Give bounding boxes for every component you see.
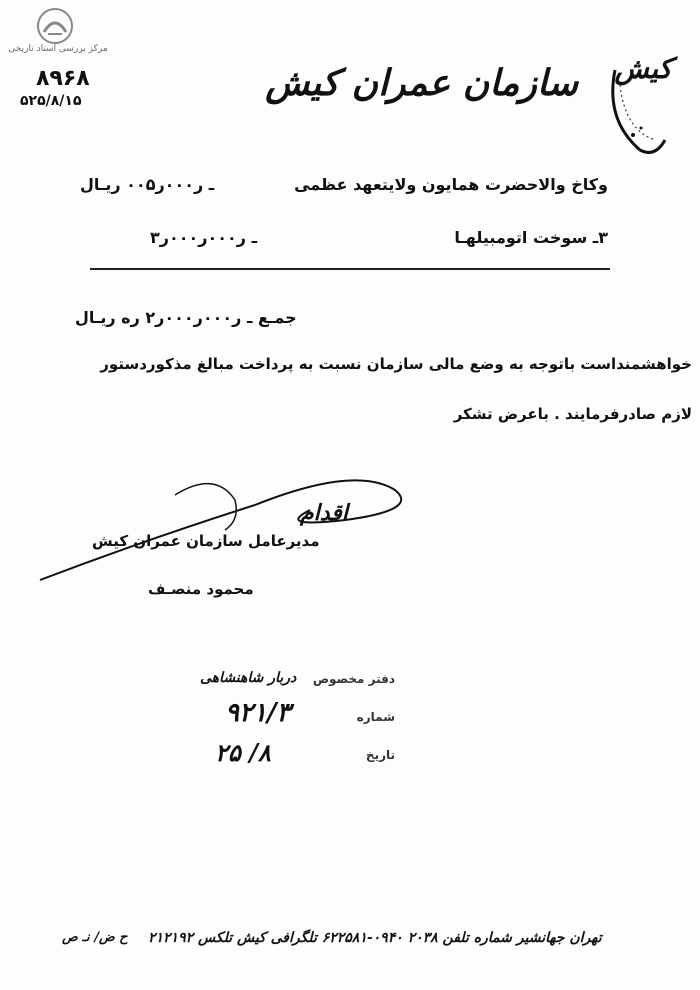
signature-scribble	[25, 450, 425, 590]
sum-rule-line	[90, 268, 610, 270]
archive-logo	[30, 6, 80, 46]
stamp-number-value: ۹۲۱/۳	[225, 698, 291, 728]
handwritten-note: اقدام	[300, 500, 348, 526]
signatory-title: مدیرعامل سازمان عمران کیش	[92, 532, 320, 550]
body-line-1: خواهشمنداست باتوجه به وضع مالی سازمان نسبت به پرداخت مبالغ مذکوردستور	[100, 355, 692, 373]
document-number: ۸۹۶۸	[36, 66, 90, 91]
expense-amount-1: ـ ر۰۰۰ر۰۰۵ ریـال	[80, 175, 215, 194]
stamp-date-value: ۲۵ /۸	[215, 738, 271, 767]
receipt-stamp	[195, 660, 395, 785]
footer-address: تهران جهانشیر شماره تلفن ۲۰۳۸ ۰۹۴۰-۶۲۲۵۸۱ تلگرافی کیش تلکس ۲۱۲۱۹۲	[148, 930, 602, 946]
expense-amount-2: ـ ر۰۰۰ر۰۰۰ر۳	[150, 228, 258, 247]
expense-label-1: وکاخ والاحضرت همایون ولایتعهد عظمی	[294, 175, 608, 194]
archive-watermark-text: مرکز بررسی اسناد تاریخی	[8, 44, 108, 54]
footer-initials: ح ض/ نـ ص	[62, 930, 128, 945]
stamp-date-label: تاریخ	[365, 748, 395, 762]
expense-total: جمـع ـ ر۰۰۰ر۰۰۰ر۲ ره ریـال	[75, 308, 297, 327]
expense-label-2: ۳ـ سوخت اتومبیلهـا	[454, 228, 608, 247]
organization-logo-word: کیش	[614, 52, 672, 85]
stamp-office-label: دفتر مخصوص	[312, 672, 395, 686]
stamp-number-label: شماره	[356, 710, 395, 724]
stamp-office-value: دربار شاهنشاهی	[200, 670, 297, 686]
body-line-2: لازم صادرفرمایند . باعرض تشکر	[453, 405, 692, 423]
organization-title: سازمان عمران کیش	[265, 62, 578, 104]
document-date: ۵۲۵/۸/۱۵	[20, 93, 82, 109]
signatory-name: محمود منصـف	[148, 580, 254, 598]
